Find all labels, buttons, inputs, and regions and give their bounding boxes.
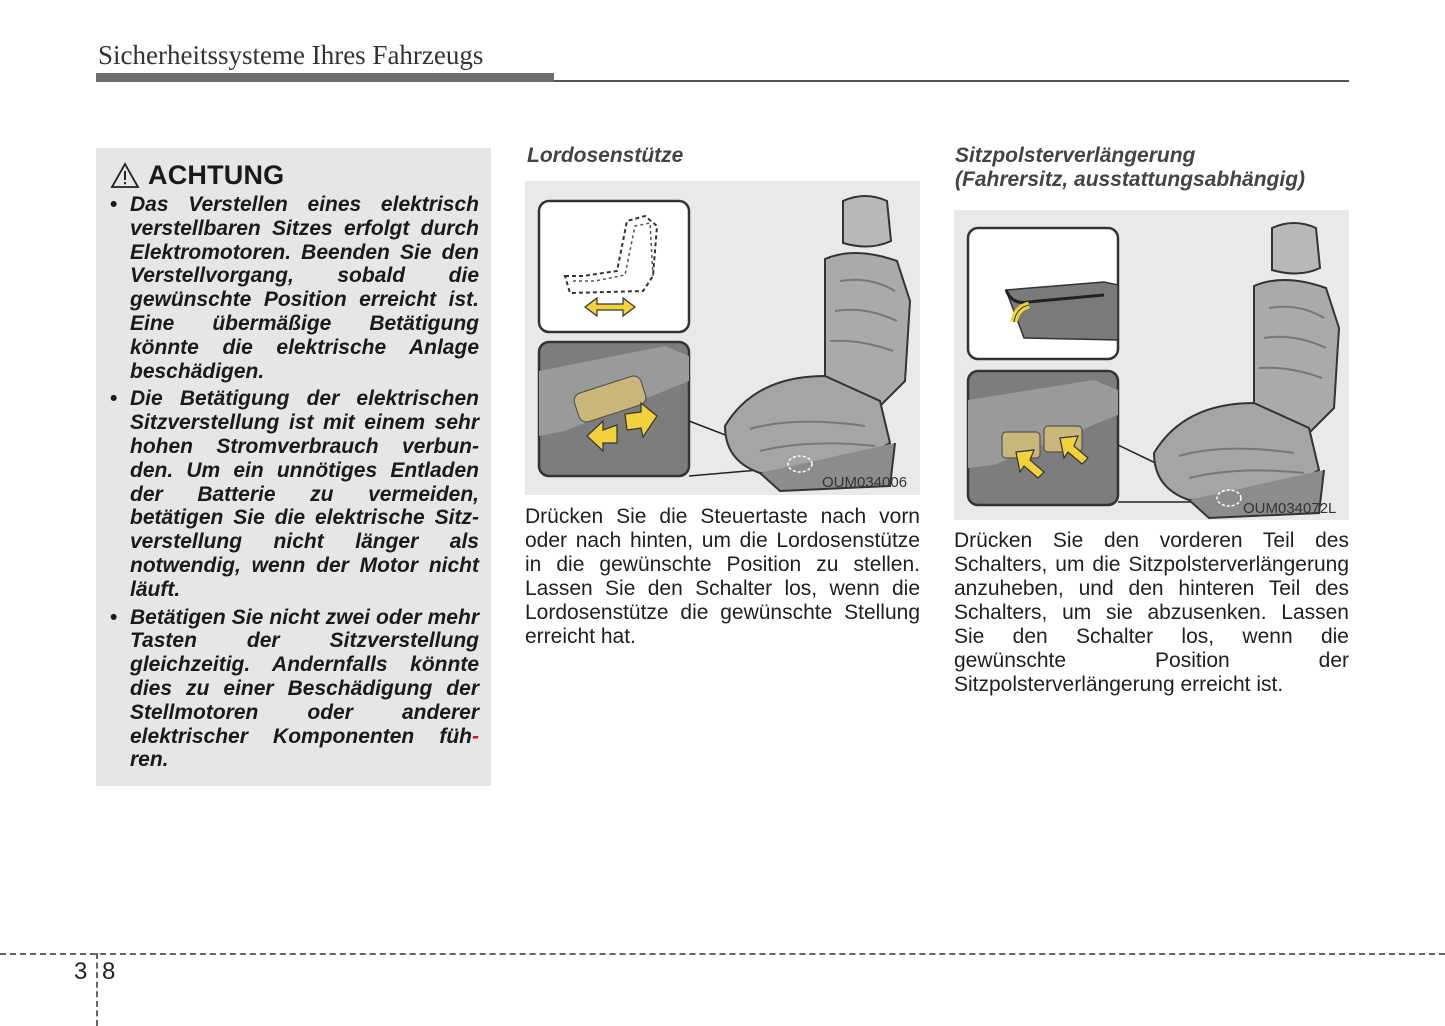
lordosis-figure (525, 181, 920, 495)
header-rule-thin (554, 80, 1349, 82)
warning-triangle-icon (110, 162, 140, 189)
header-rule-thick (96, 73, 554, 82)
lordosis-figure-code: OUM034006 (822, 474, 908, 491)
warning-heading (110, 160, 479, 191)
footer-divider (96, 953, 98, 1026)
warning-item: • Das Verstellen eines elektrisch verstellbaren Sitzes erfolgt durch Elektromotoren. Beenden Sie den Verstellvorgang, sobald die gewünschte Position erreicht ist. Eine übermäßige Betätigung könnte die elektrische Anlage beschädigen. (108, 193, 479, 383)
cushion-illustration (954, 210, 1349, 520)
page-number: 8 (102, 958, 116, 985)
warning-title: ACHTUNG (148, 160, 285, 190)
lordosis-title: Lordosenstütze (527, 144, 684, 167)
seat-icon (725, 196, 910, 491)
warning-item-text: Betätigen Sie nicht zwei oder mehr Tasten der Sitzverstellung gleichzeitig. Andernfalls könnte dies zu einer Beschädigung der Stellmotoren oder anderer elektrischer Komponenten füh (130, 605, 479, 748)
cushion-figure (954, 210, 1349, 520)
lordosis-illustration (525, 181, 920, 495)
lordosis-text: Drücken Sie die Steuertaste nach vorn oder nach hinten, um die Lordosenstütze in die gewünschte Position zu stellen. Lassen Sie den Schalter los, wenn die Lordosenstütze die gewünschte Stellung erreicht hat. (525, 505, 920, 648)
warning-item-end: ren. (130, 748, 169, 772)
cushion-title: Sitzpolsterverlängerung (955, 144, 1196, 167)
seat-icon (1154, 223, 1339, 518)
warning-list (108, 193, 479, 772)
cushion-subtitle: (Fahrersitz, ausstattungsabhängig) (955, 168, 1306, 191)
warning-item-hyphen: - (472, 724, 479, 748)
cushion-text: Drücken Sie den vorderen Teil des Schalters, um die Sitzpolsterverlängerung anzuheben, und den hinteren Teil des Schalters, um sie abzusenken. Lassen Sie den Schalter los, wenn die gewünschte Position der Sitzpolsterverlängerung erreicht ist. (954, 529, 1349, 696)
chapter-number: 3 (74, 958, 88, 985)
warning-box (96, 148, 491, 786)
footer-rule (0, 953, 1445, 955)
cushion-figure-code: OUM034072L (1243, 500, 1337, 517)
warning-item: • Die Betätigung der elektrischen Sitzverstellung ist mit einem sehr hohen Stromverbrauch verbun-den. Um ein unnötiges Entladen der Batterie zu vermeiden, betätigen Sie die elektrische Sitz-verstellung nicht länger als notwendig, wenn der Motor nicht läuft. (108, 387, 479, 601)
page-header-title: Sicherheitssysteme Ihres Fahrzeugs (98, 40, 484, 70)
warning-item (108, 606, 479, 773)
